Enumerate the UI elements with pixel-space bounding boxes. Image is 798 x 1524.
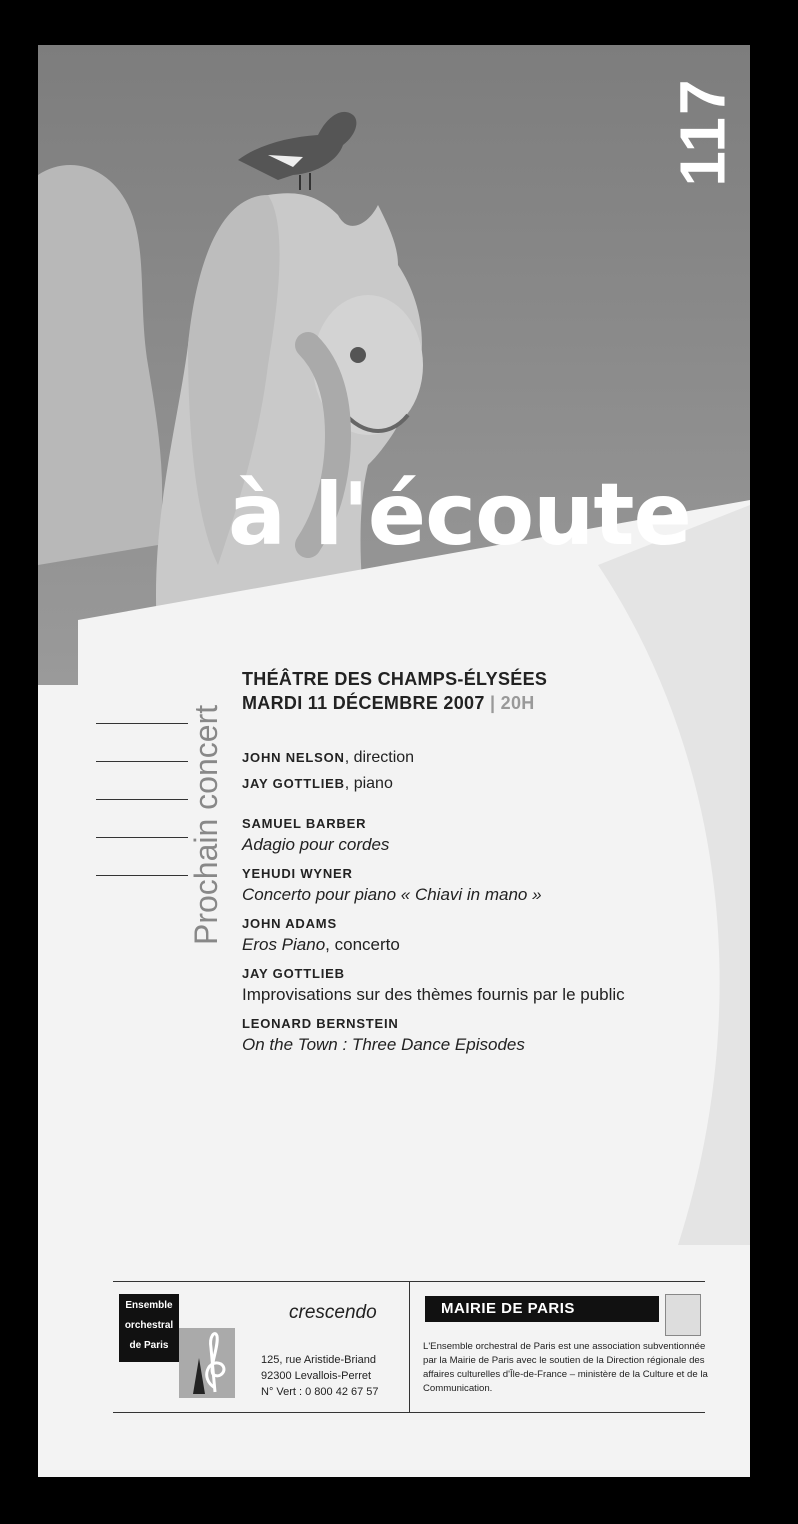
programme-list bbox=[242, 815, 625, 1057]
note-lines bbox=[96, 723, 188, 913]
composer: LEONARD BERNSTEIN bbox=[242, 1016, 399, 1031]
work: Concerto pour piano « Chiavi in mano » bbox=[242, 885, 542, 904]
side-label: Prochain concert bbox=[188, 704, 224, 945]
venue-block bbox=[242, 667, 625, 715]
performer-row: JAY GOTTLIEB, piano bbox=[242, 775, 393, 792]
address: 125, rue Aristide-Briand 92300 Levallois-Perret N° Vert : 0 800 42 67 57 bbox=[261, 1354, 379, 1398]
performers bbox=[242, 745, 625, 797]
work: Adagio pour cordes bbox=[242, 835, 390, 854]
concert-details bbox=[242, 667, 625, 1057]
work: On the Town : Three Dance Episodes bbox=[242, 1035, 525, 1054]
sponsor-text: L'Ensemble orchestral de Paris est une association subventionnée par la Mairie de Paris avec le soutien de la Direction régionale des affaires culturelles d'Île-de-France – ministère de la Culture et de la Communication. bbox=[423, 1341, 708, 1394]
footer bbox=[113, 1281, 708, 1413]
venue-date: MARDI 11 DÉCEMBRE 2007 bbox=[242, 693, 485, 713]
composer: JOHN ADAMS bbox=[242, 916, 337, 931]
ministry-seal-icon bbox=[665, 1294, 701, 1336]
mairie-de-paris-logo: MAIRIE DE PARIS bbox=[425, 1296, 659, 1322]
composer: YEHUDI WYNER bbox=[242, 866, 353, 881]
venue-separator: | bbox=[490, 693, 496, 713]
programme-leaflet bbox=[38, 45, 750, 1477]
treble-clef-logo-icon bbox=[179, 1328, 235, 1398]
venue-time: 20H bbox=[500, 693, 535, 713]
crescendo-logo: crescendo bbox=[289, 1302, 377, 1323]
venue-hall: THÉÂTRE DES CHAMPS-ÉLYSÉES bbox=[242, 669, 548, 689]
work: Eros Piano, concerto bbox=[242, 935, 400, 954]
performer-row: JOHN NELSON, direction bbox=[242, 749, 415, 766]
composer: JAY GOTTLIEB bbox=[242, 966, 345, 981]
work: Improvisations sur des thèmes fournis par le public bbox=[242, 985, 625, 1004]
composer: SAMUEL BARBER bbox=[242, 816, 367, 831]
venue-date-line bbox=[242, 691, 625, 715]
footer-divider bbox=[409, 1282, 410, 1412]
issue-number: 117 bbox=[666, 77, 739, 187]
page-title: à l'écoute bbox=[228, 465, 691, 565]
ensemble-logo: Ensemble orchestral de Paris bbox=[119, 1294, 179, 1362]
